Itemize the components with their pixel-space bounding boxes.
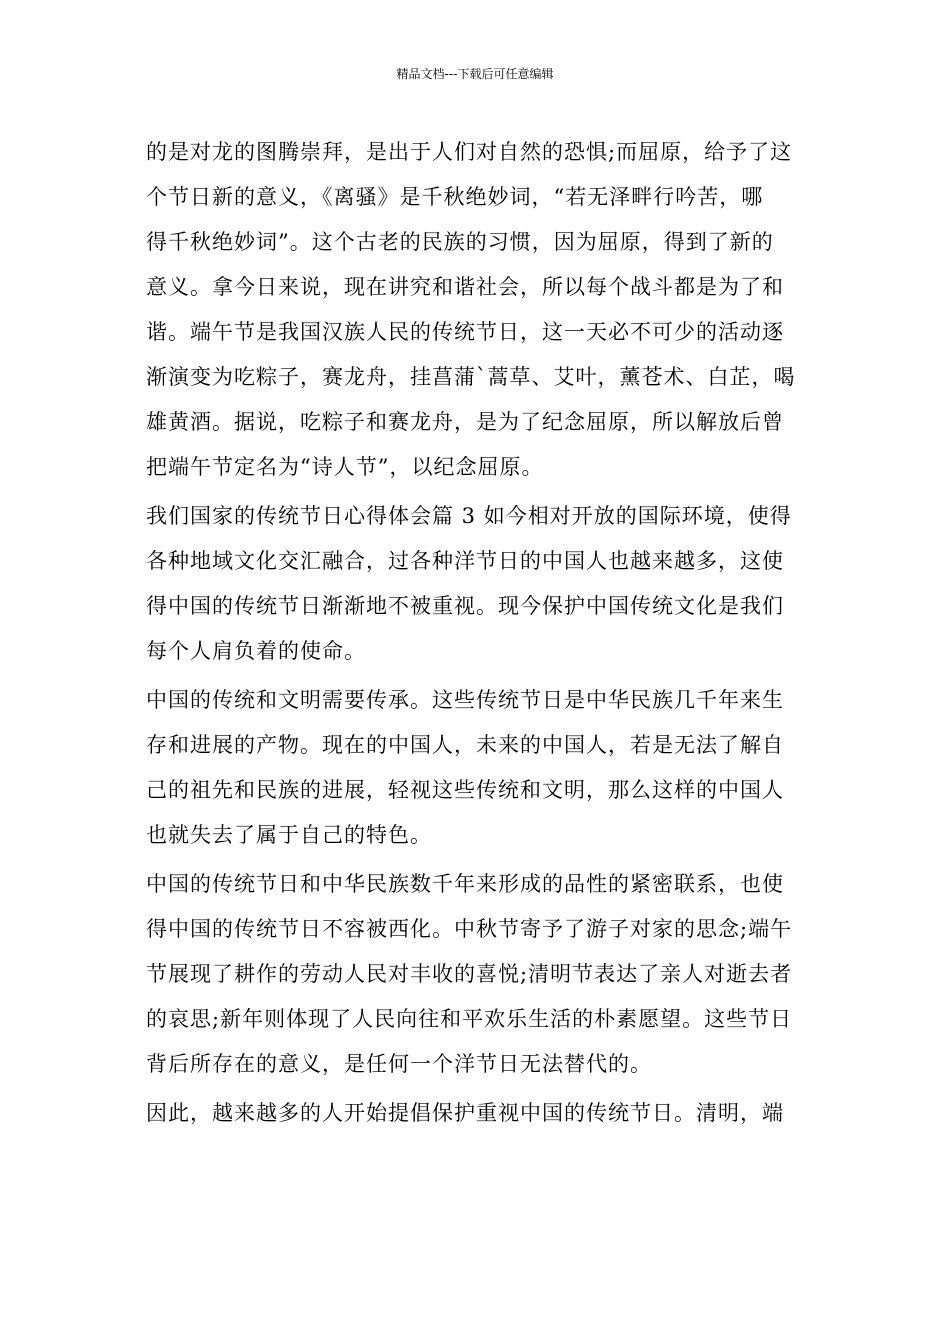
text-line: 每个人肩负着的使命。 [146, 639, 366, 663]
text-line: 的哀思;新年则体现了人民向往和平欢乐生活的朴素愿望。这些节日 [146, 1007, 793, 1031]
text-line: 背后所存在的意义，是任何一个洋节日无法替代的。 [146, 1052, 652, 1076]
paragraph [146, 1091, 808, 1136]
text-line: 得中国的传统节日不容被西化。中秋节寄予了游子对家的思念;端午 [146, 917, 793, 941]
text-line: 也就失去了属于自己的特色。 [146, 823, 432, 847]
text-line: 己的祖先和民族的进展，轻视这些传统和文明，那么这样的中国人 [146, 778, 784, 802]
text-line: 谐。端午节是我国汉族人民的传统节日，这一天必不可少的活动逐 [146, 320, 784, 344]
text-line: 中国的传统节日和中华民族数千年来形成的品性的紧密联系，也使 [146, 872, 784, 896]
document-body [146, 130, 808, 1140]
text-line: 得千秋绝妙词”。这个古老的民族的习惯，因为屈原，得到了新的 [146, 230, 774, 254]
text-line: 中国的传统和文明需要传承。这些传统节日是中华民族几千年来生 [146, 688, 784, 712]
text-line: 把端午节定名为“诗人节”，以纪念屈原。 [146, 455, 544, 479]
text-line: 我们国家的传统节日心得体会篇 3 如今相对开放的国际环境，使得 [146, 504, 792, 528]
text-line: 得中国的传统节日渐渐地不被重视。现今保护中国传统文化是我们 [146, 594, 784, 618]
text-line: 节展现了耕作的劳动人民对丰收的喜悦;清明节表达了亲人对逝去者 [146, 962, 793, 986]
text-line: 存和进展的产物。现在的中国人，未来的中国人，若是无法了解自 [146, 733, 784, 757]
text-line: 的是对龙的图腾崇拜，是出于人们对自然的恐惧;而屈原，给予了这 [146, 140, 793, 164]
text-line: 各种地域文化交汇融合，过各种洋节日的中国人也越来越多，这使 [146, 549, 784, 573]
text-line: 渐演变为吃粽子，赛龙舟，挂菖蒲`蒿草、艾叶，薰苍术、白芷，喝 [146, 365, 796, 389]
page-header: 精品文档---下载后可任意编辑 [396, 67, 554, 81]
paragraph [146, 678, 808, 858]
text-line: 个节日新的意义，《离骚》是千秋绝妙词，“若无泽畔行吟苦，哪 [146, 185, 764, 209]
paragraph [146, 130, 808, 490]
text-line: 因此，越来越多的人开始提倡保护重视中国的传统节日。清明，端 [146, 1101, 784, 1125]
text-line: 雄黄酒。据说，吃粽子和赛龙舟，是为了纪念屈原，所以解放后曾 [146, 410, 784, 434]
paragraph [146, 494, 808, 674]
paragraph [146, 862, 808, 1087]
text-line: 意义。拿今日来说，现在讲究和谐社会，所以每个战斗都是为了和 [146, 275, 784, 299]
